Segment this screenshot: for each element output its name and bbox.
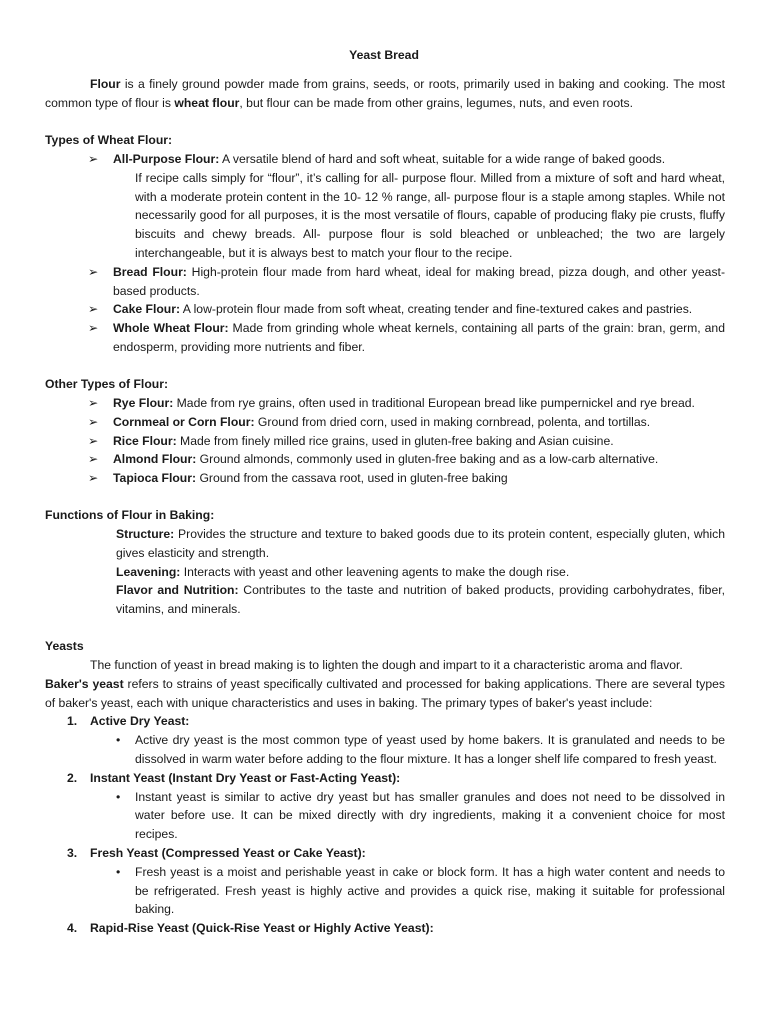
arrow-bullet-icon: ➢ — [88, 321, 99, 336]
yeasts-paragraph-1: The function of yeast in bread making is to lighten the dough and impart to it a characteristic aroma and flavor. — [90, 658, 683, 672]
other-section — [45, 394, 725, 488]
other-heading: Other Types of Flour: — [45, 377, 169, 391]
yeast-type-heading — [45, 844, 725, 863]
wheat-list — [45, 150, 725, 169]
list-number: 1. — [67, 714, 78, 729]
bullet-icon: • — [116, 789, 121, 804]
item-text: Ground from the cassava root, used in gluten-free baking — [196, 471, 508, 486]
item-term: Tapioca Flour: — [113, 471, 197, 486]
yeast-type-heading — [45, 919, 725, 938]
yeast-type-name: Active Dry Yeast: — [90, 714, 190, 729]
description-text: Active dry yeast is the most common type of yeast used by home bakers. It is granulated and needs to be dissolved in warm water before adding to the flour mixture. It has a longer shelf life compared to fresh yeast. — [135, 733, 725, 766]
wheat-section — [45, 150, 725, 357]
function-term: Structure: — [116, 527, 175, 541]
list-item — [45, 432, 725, 451]
item-term: Almond Flour: — [113, 452, 197, 467]
item-term: Cake Flour: — [113, 302, 181, 317]
arrow-bullet-icon: ➢ — [88, 471, 99, 486]
bullet-icon: • — [116, 733, 121, 748]
item-text: Made from grinding whole wheat kernels, containing all parts of the grain: bran, germ, and endosperm, providing more nutrients and fiber. — [113, 321, 725, 354]
yeast-type-description — [45, 731, 725, 769]
function-structure — [45, 525, 725, 563]
list-item — [45, 919, 725, 938]
function-term: Leavening: — [116, 564, 181, 579]
other-list — [45, 394, 725, 488]
arrow-bullet-icon: ➢ — [88, 152, 99, 166]
list-item — [45, 300, 725, 319]
list-number: 3. — [67, 845, 78, 860]
list-item — [45, 319, 725, 357]
list-item — [45, 712, 725, 768]
arrow-bullet-icon: ➢ — [88, 302, 99, 317]
item-text: Ground almonds, commonly used in gluten-free baking and as a low-carb alternative. — [196, 452, 659, 467]
function-term: Flavor and Nutrition: — [116, 583, 239, 598]
intro-term: Flour — [90, 77, 121, 91]
document-title: Yeast Bread — [349, 48, 419, 62]
item-text: Made from rye grains, often used in traditional European bread like pumpernickel and rye bread. — [173, 396, 695, 410]
item-term: Bread Flour: — [113, 264, 187, 279]
item-term: Rye Flour: — [113, 396, 174, 410]
item-text: Ground from dried corn, used in making cornbread, polenta, and tortillas. — [254, 414, 651, 429]
item-term: Cornmeal or Corn Flour: — [113, 414, 255, 429]
item-term: All-Purpose Flour: — [113, 152, 220, 166]
functions-heading: Functions of Flour in Baking: — [45, 508, 215, 522]
list-item — [45, 413, 725, 432]
intro-text: is a finely ground powder made from grains, seeds, or roots, primarily used in baking and cooking. The most common type of flour is — [45, 77, 725, 110]
allpurpose-note: If recipe calls simply for “flour”, it’s calling for all- purpose flour. Milled from a mixture of soft and hard wheat, with a moderate protein content in the 10- 12 % range, all- purpose flour is a staple among staples. While not necessarily good for all purposes, it is the most versatile of flours, capable of producing flaky pie crusts, fluffy biscuits and chewy breads. All- purpose flour is sold bleached or unbleached; the two are largely interchangeable, but it is always best to match your flour to the recipe. — [135, 170, 725, 260]
function-flavor — [45, 581, 725, 619]
function-leavening — [45, 563, 725, 582]
arrow-bullet-icon: ➢ — [88, 264, 99, 279]
item-text: High-protein flour made from hard wheat, ideal for making bread, pizza dough, and other yeast-based products. — [113, 264, 725, 298]
yeast-type-name: Instant Yeast (Instant Dry Yeast or Fast-Acting Yeast): — [90, 770, 401, 785]
yeasts-heading: Yeasts — [45, 639, 84, 653]
description-text: Instant yeast is similar to active dry yeast but has smaller granules and does not need to be dissolved in water before use. It can be mixed directly with dry ingredients, making it a convenient choice for most recipes. — [135, 789, 725, 842]
item-term: Whole Wheat Flour: — [113, 321, 229, 336]
yeast-types-list — [45, 712, 725, 938]
bakers-yeast-text: refers to strains of yeast specifically cultivated and processed for baking applications. There are several types of baker's yeast, each with unique characteristics and uses in baking. The primary types of baker's yeast include: — [45, 676, 725, 710]
item-text: A low-protein flour made from soft wheat, creating tender and fine-textured cakes and pastries. — [180, 302, 693, 317]
yeast-type-heading — [45, 769, 725, 788]
intro-term-wheat: wheat flour — [174, 95, 240, 110]
arrow-bullet-icon: ➢ — [88, 433, 99, 448]
list-item — [45, 769, 725, 844]
item-term: Rice Flour: — [113, 433, 177, 448]
bullet-icon: • — [116, 864, 121, 879]
list-item — [45, 394, 725, 413]
yeast-type-description — [45, 863, 725, 919]
list-item — [45, 263, 725, 301]
yeast-type-heading — [45, 712, 725, 731]
list-number: 4. — [67, 921, 78, 936]
yeasts-paragraph-2 — [45, 675, 725, 713]
list-number: 2. — [67, 770, 78, 785]
yeast-type-name: Rapid-Rise Yeast (Quick-Rise Yeast or Highly Active Yeast): — [90, 921, 434, 936]
list-item — [45, 469, 725, 488]
list-item — [45, 450, 725, 469]
list-item — [45, 150, 725, 169]
item-text: A versatile blend of hard and soft wheat, suitable for a wide range of baked goods. — [219, 152, 666, 166]
wheat-list-continued — [45, 263, 725, 357]
description-text: Fresh yeast is a moist and perishable yeast in cake or block form. It has a high water content and needs to be refrigerated. Fresh yeast is highly active and provides a quick rise, making it suitable for professional baking. — [135, 864, 725, 917]
list-item — [45, 844, 725, 919]
item-text: Made from finely milled rice grains, used in gluten-free baking and Asian cuisine. — [176, 433, 614, 448]
intro-paragraph — [45, 75, 725, 113]
function-text: Provides the structure and texture to baked goods due to its protein content, especially gluten, which gives elasticity and strength. — [116, 527, 725, 560]
arrow-bullet-icon: ➢ — [88, 414, 99, 429]
yeasts-section — [45, 656, 725, 938]
intro-text-end: , but flour can be made from other grains, legumes, nuts, and even roots. — [239, 95, 633, 110]
wheat-heading: Types of Wheat Flour: — [45, 133, 173, 147]
functions-section — [45, 525, 725, 619]
arrow-bullet-icon: ➢ — [88, 452, 99, 467]
function-text: Contributes to the taste and nutrition of baked products, providing carbohydrates, fiber, vitamins, and minerals. — [116, 583, 725, 617]
arrow-bullet-icon: ➢ — [88, 396, 99, 410]
bakers-yeast-term: Baker's yeast — [45, 676, 124, 691]
function-text: Interacts with yeast and other leavening agents to make the dough rise. — [180, 564, 570, 579]
yeast-type-description — [45, 788, 725, 844]
yeast-type-name: Fresh Yeast (Compressed Yeast or Cake Yeast): — [90, 845, 366, 860]
